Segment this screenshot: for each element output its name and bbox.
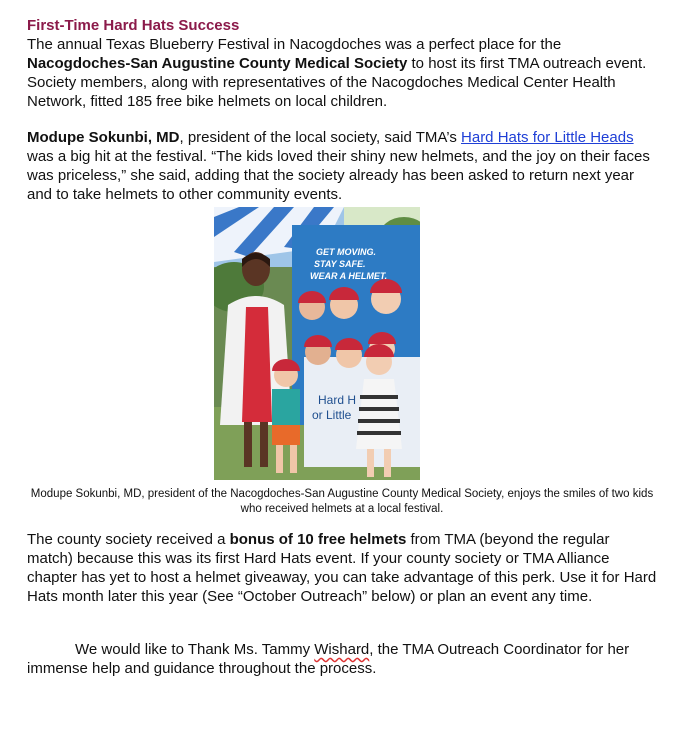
- festival-photo: [214, 207, 420, 480]
- text: The county society received a: [27, 531, 230, 548]
- text: , the TMA Outreach Coordinator for her immense help and guidance throughout the process.: [27, 641, 630, 677]
- spellcheck-word: Wishard: [314, 641, 370, 658]
- banner-logo-line-2: or Little: [312, 408, 352, 422]
- photo-caption: Modupe Sokunbi, MD, president of the Nacogdoches-San Augustine County Medical Society, enjoys the smiles of two kids who received helmets at a local festival.: [30, 488, 654, 515]
- festival-photo-illustration: [214, 207, 420, 480]
- bonus-highlight: bonus of 10 free helmets: [229, 531, 407, 548]
- text: We would like to Thank Ms. Tammy: [75, 641, 315, 658]
- banner-line-2: STAY SAFE.: [314, 259, 366, 269]
- banner-line-3: WEAR A HELMET.: [310, 271, 388, 281]
- text: The annual Texas Blueberry Festival in Nacogdoches was a perfect place for the: [27, 36, 562, 53]
- society-name: Nacogdoches-San Augustine County Medical Society: [27, 55, 408, 72]
- paragraph-thanks: [27, 640, 657, 678]
- text: , president of the local society, said TMA’s: [179, 129, 462, 146]
- paragraph-festival: [27, 35, 657, 111]
- article-title: First-Time Hard Hats Success: [27, 17, 240, 34]
- paragraph-quote: [27, 128, 657, 204]
- president-name: Modupe Sokunbi, MD: [27, 129, 180, 146]
- banner-logo-line-1: Hard H: [318, 393, 357, 407]
- banner-line-1: GET MOVING.: [316, 247, 377, 257]
- hard-hats-link[interactable]: Hard Hats for Little Heads: [461, 129, 634, 146]
- text: to host its first TMA outreach event. Society members, along with representatives of the Nacogdoches Medical Center Health Network, fitted 185 free bike helmets on local children.: [27, 55, 647, 110]
- paragraph-bonus: [27, 530, 657, 606]
- text: from TMA (beyond the regular match) because this was its first Hard Hats event. If your county society or TMA Alliance chapter has yet to host a helmet giveaway, you can take advantage of this perk. Use it for Hard Hats month later this year (See “October Outreach” below) or plan an event any time.: [27, 531, 657, 605]
- text: was a big hit at the festival. “The kids loved their shiny new helmets, and the joy on their faces was priceless,” she said, adding that the society already has been asked to return next year and to take helmets to other community events.: [27, 148, 650, 203]
